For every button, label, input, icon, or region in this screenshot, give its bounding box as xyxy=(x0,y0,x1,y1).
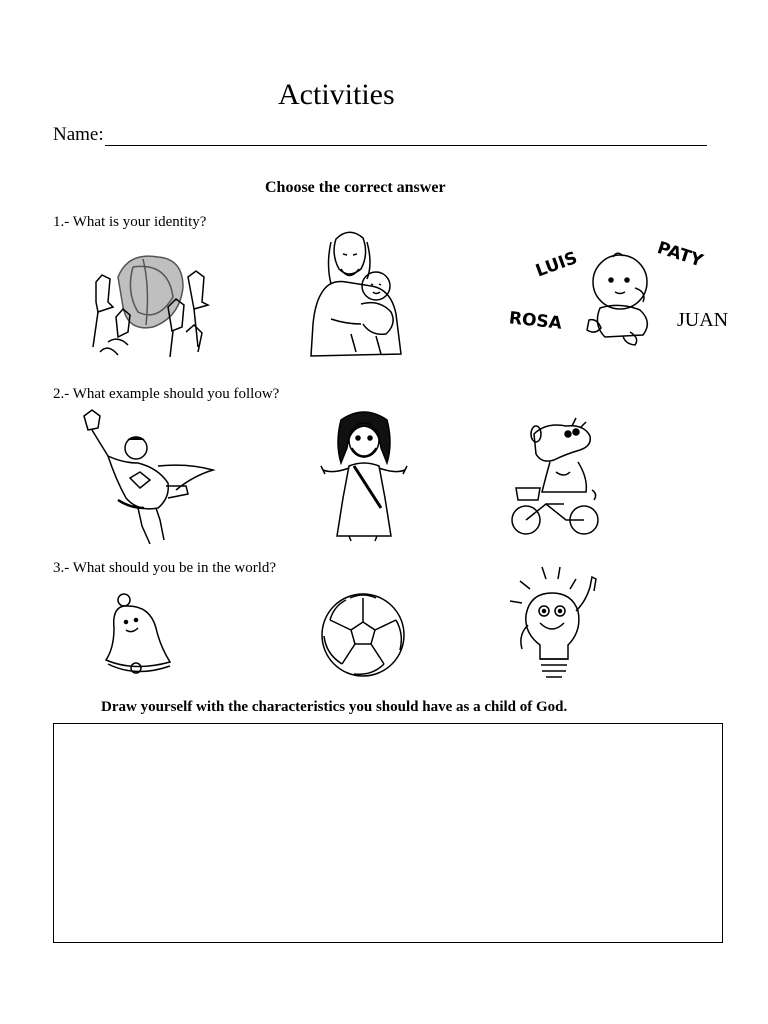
drawing-instructions: Draw yourself with the characteristics you should have as a child of God. xyxy=(101,699,568,715)
name-label: Name: xyxy=(53,124,104,145)
name-luis: LUIS xyxy=(533,248,581,282)
name-rosa: ROSA xyxy=(507,308,563,334)
jesus-holding-child-icon[interactable] xyxy=(301,224,413,364)
crowd-people-icon[interactable] xyxy=(88,247,213,365)
name-paty: PATY xyxy=(654,238,706,272)
page-title: Activities xyxy=(278,78,395,111)
name-field-line[interactable] xyxy=(105,145,707,146)
name-juan: JUAN xyxy=(677,309,729,331)
pig-riding-bicycle-icon[interactable] xyxy=(506,420,602,538)
bell-icon[interactable] xyxy=(104,592,174,678)
drawing-area[interactable] xyxy=(53,723,723,943)
question-1: 1.- What is your identity? xyxy=(53,214,207,230)
superhero-flying-icon[interactable] xyxy=(78,408,214,546)
soccer-ball-icon[interactable] xyxy=(320,592,406,678)
smiling-light-bulb-icon[interactable] xyxy=(506,565,606,683)
instructions: Choose the correct answer xyxy=(265,179,446,196)
question-2: 2.- What example should you follow? xyxy=(53,386,280,402)
jesus-open-arms-icon[interactable] xyxy=(319,408,409,543)
question-3: 3.- What should you be in the world? xyxy=(53,560,277,576)
baby-with-names-icon[interactable] xyxy=(505,240,720,350)
